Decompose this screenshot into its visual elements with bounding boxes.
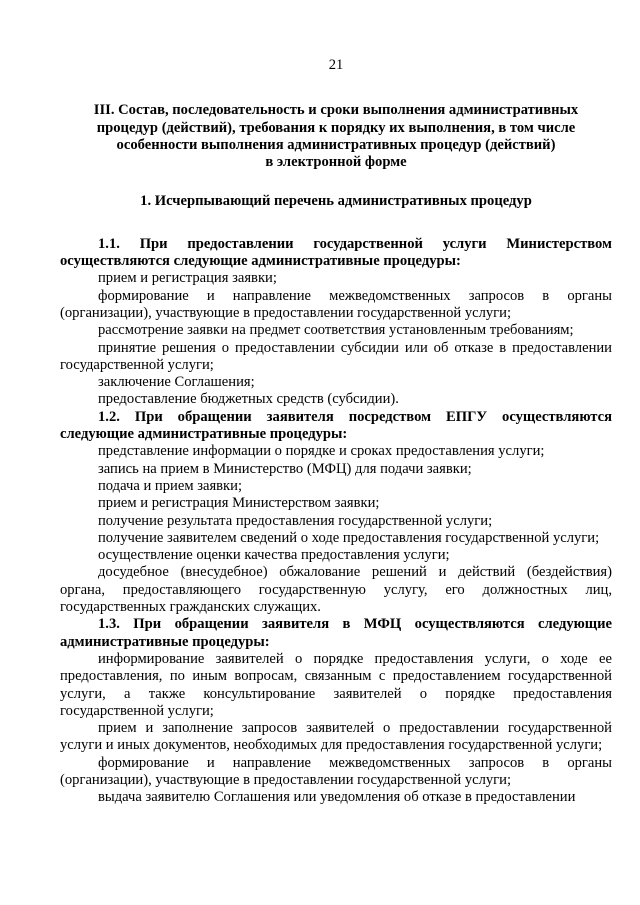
list-item: осуществление оценки качества предоставления услуги; xyxy=(98,547,450,564)
body-text xyxy=(60,236,612,807)
list-item: выдача заявителю Соглашения или уведомления об отказе в предоставлении xyxy=(98,789,576,806)
clause-heading: 1.1. При предоставлении государственной услуги Министерством осуществляются следующие административные процедуры: xyxy=(60,235,612,270)
list-item: предоставление бюджетных средств (субсидии). xyxy=(98,391,399,408)
section-title-line: III. Состав, последовательность и сроки выполнения административных xyxy=(93,102,579,119)
page-number: 21 xyxy=(328,57,344,73)
list-item: рассмотрение заявки на предмет соответствия установленным требованиям; xyxy=(98,322,574,339)
list-item: формирование и направление межведомственных запросов в органы (организации), участвующие в предоставлении государственной услуги; xyxy=(60,287,612,321)
section-title-line: особенности выполнения административных процедур (действий) xyxy=(116,136,556,153)
list-item: представление информации о порядке и сроках предоставления услуги; xyxy=(98,443,545,460)
clause-heading: 1.3. При обращении заявителя в МФЦ осуществляются следующие административные процедуры: xyxy=(60,616,612,650)
list-item: досудебное (внесудебное) обжалование решений и действий (бездействия) органа, предоставляющего государственную услугу, его должностных лиц, государственных гражданских служащих. xyxy=(60,564,612,616)
section-title-line: процедур (действий), требования к порядку их выполнения, в том числе xyxy=(96,119,576,136)
clause-heading: 1.2. При обращении заявителя посредством ЕПГУ осуществляются следующие административные процедуры: xyxy=(60,408,612,443)
section-title xyxy=(60,102,612,171)
list-item: получение заявителем сведений о ходе предоставления государственной услуги; xyxy=(98,529,600,546)
list-item: прием и заполнение запросов заявителей о предоставлении государственной услуги и иных документов, необходимых для предоставления государственной услуги; xyxy=(60,720,612,754)
list-item: заключение Соглашения; xyxy=(98,374,255,391)
list-item: запись на прием в Министерство (МФЦ) для подачи заявки; xyxy=(98,460,472,477)
list-item: получение результата предоставления государственной услуги; xyxy=(98,512,493,529)
list-item: формирование и направление межведомственных запросов в органы (организации), участвующие в предоставлении государственной услуги; xyxy=(60,754,612,788)
list-item: подача и прием заявки; xyxy=(98,477,243,494)
list-item: принятие решения о предоставлении субсидии или об отказе в предоставлении государственной услуги; xyxy=(60,339,612,373)
list-item: прием и регистрация Министерством заявки; xyxy=(98,495,380,512)
section-title-line: в электронной форме xyxy=(265,154,407,171)
subsection-title: 1. Исчерпывающий перечень административных процедур xyxy=(140,193,532,210)
list-item: информирование заявителей о порядке предоставления услуги, о ходе ее предоставления, по иным вопросам, связанным с предоставлением государственной услуги, а также консультирование заявителей о порядке предоставления государственной услуги; xyxy=(60,650,612,719)
list-item: прием и регистрация заявки; xyxy=(98,270,277,287)
